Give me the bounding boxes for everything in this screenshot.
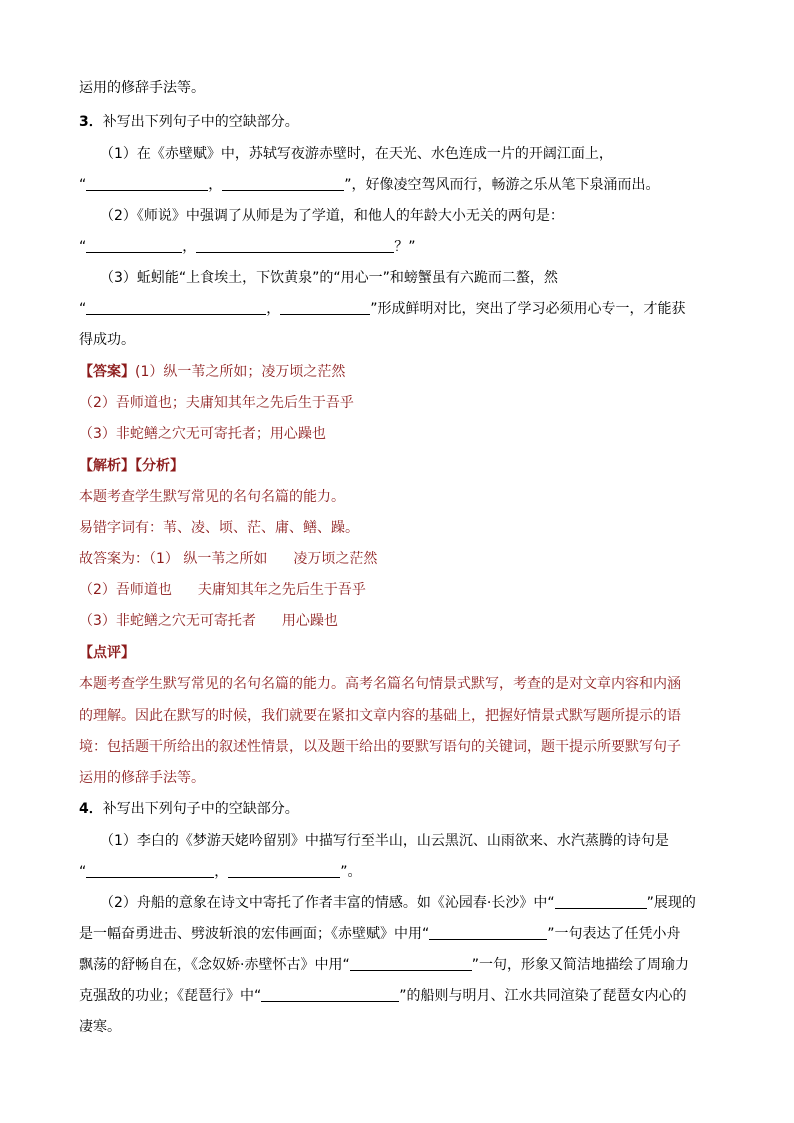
question-number: 4．: [79, 801, 103, 817]
q3-part2-blanks: “ ， ？”: [79, 239, 416, 255]
answer-line: [79, 362, 719, 382]
q4-part1-text: （1）李白的《梦游天姥吟留别》中描写行至半山，山云黑沉、山雨欲来、水汽蒸腾的诗句是: [100, 833, 669, 849]
answer-text: （3）非蛇鳝之穴无可寄托者；用心躁也: [79, 426, 326, 442]
q3-part3-text: （3）蚯蚓能“上食埃土，下饮黄泉”的“用心一”和螃蟹虽有六跪而二螯，然: [100, 270, 558, 286]
q4-part2-text: 克强敌的功业；《琵琶行》中“ ”的船则与明月、江水共同渲染了琵琶女内心的: [79, 988, 687, 1004]
q3-part2-text: （2）《师说》中强调了从师是为了学道，和他人的年龄大小无关的两句是：: [100, 208, 564, 224]
answer-text: （2）吾师道也；夫庸知其年之先后生于吾乎: [79, 395, 354, 411]
analysis-text: 易错字词有：苇、凌、顷、茫、庸、鳝、躁。: [79, 520, 359, 536]
q3-part1-blanks: “ ， ”，好像凌空驾风而行，畅游之乐从笔下泉涌而出。: [79, 177, 660, 193]
q3-part3-blanks: “ ， ”形成鲜明对比，突出了学习必须用心专一，才能获: [79, 301, 686, 317]
fill-blank[interactable]: [350, 957, 472, 971]
question-4-heading: [79, 799, 719, 819]
text-line: 得成功。: [79, 332, 135, 348]
analysis-text: 本题考查学生默写常见的名句名篇的能力。: [79, 489, 345, 505]
question-stem: 补写出下列句子中的空缺部分。: [102, 114, 299, 130]
analysis-text: （2）吾师道也 夫庸知其年之先后生于吾乎: [79, 582, 366, 598]
fill-blank[interactable]: [261, 988, 399, 1002]
q3-part1-text: （1）在《赤壁赋》中，苏轼写夜游赤壁时，在天光、水色连成一片的开阔江面上，: [100, 146, 613, 162]
text-line: 凄寒。: [79, 1019, 121, 1035]
comment-label: 【点评】: [79, 645, 135, 661]
q4-part1-blanks: “ ， ”。: [79, 864, 362, 880]
comment-text: 运用的修辞手法等。: [79, 770, 205, 786]
comment-text: 境：包括题干所给出的叙述性情景，以及题干给出的要默写语句的关键词，题干提示所要默写句子: [79, 739, 681, 755]
fill-blank[interactable]: [86, 177, 208, 191]
answer-label: 【答案】: [79, 364, 135, 380]
answer-text: (1）纵一苇之所如；凌万顷之茫然: [135, 364, 346, 380]
fill-blank[interactable]: [228, 864, 340, 878]
fill-blank[interactable]: [86, 239, 182, 253]
q4-part2-text: 飘荡的舒畅自在，《念奴娇·赤壁怀古》中用“ ”一句，形象又简洁地描绘了周瑜力: [79, 957, 689, 973]
fill-blank[interactable]: [222, 177, 344, 191]
fill-blank[interactable]: [196, 239, 394, 253]
comment-text: 的理解。因此在默写的时候，我们就要在紧扣文章内容的基础上，把握好情景式默写题所提示的语: [79, 708, 681, 724]
q4-part2-text: 是一幅奋勇进击、劈波斩浪的宏伟画面；《赤壁赋》中用“ ”一句表达了任凭小舟: [79, 926, 681, 942]
text-line: 运用的修辞手法等。: [79, 80, 205, 96]
fill-blank[interactable]: [429, 926, 547, 940]
q4-part2-text: （2）舟船的意象在诗文中寄托了作者丰富的情感。如《沁园春·长沙》中“ ”展现的: [100, 895, 696, 911]
fill-blank[interactable]: [280, 301, 370, 315]
fill-blank[interactable]: [86, 864, 214, 878]
comment-text: 本题考查学生默写常见的名句名篇的能力。高考名篇名句情景式默写，考查的是对文章内容和内涵: [79, 676, 681, 692]
analysis-text: （3）非蛇鳝之穴无可寄托者 用心躁也: [79, 613, 338, 629]
question-3-heading: [79, 112, 719, 132]
fill-blank[interactable]: [86, 301, 266, 315]
question-stem: 补写出下列句子中的空缺部分。: [102, 801, 299, 817]
fill-blank[interactable]: [555, 895, 647, 909]
analysis-text: 故答案为：（1） 纵一苇之所如 凌万顷之茫然: [79, 551, 378, 567]
question-number: 3．: [79, 114, 103, 130]
analysis-label: 【解析】【分析】: [79, 458, 184, 474]
